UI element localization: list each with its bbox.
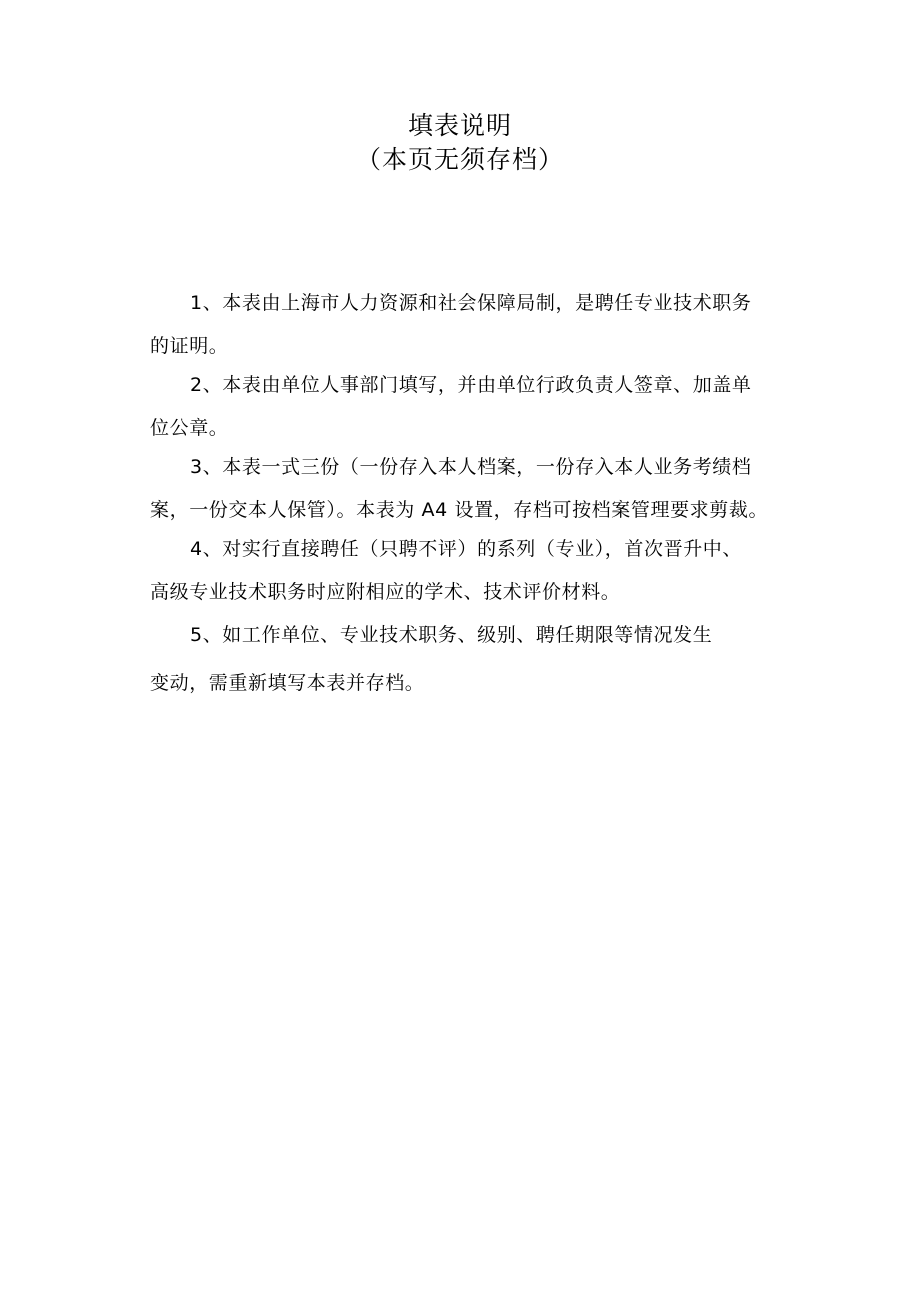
instruction-line: 位公章。 [150, 417, 229, 439]
instruction-item-1 [150, 282, 850, 368]
instruction-line: 5、如工作单位、专业技术职务、级别、聘任期限等情况发生 [190, 624, 713, 646]
instruction-line: 的证明。 [150, 335, 229, 357]
instruction-line: 3、本表一式三份（一份存入本人档案，一份存入本人业务考绩档 [190, 456, 752, 478]
instruction-line: 高级专业技术职务时应附相应的学术、技术评价材料。 [150, 581, 621, 603]
instruction-line: 案，一份交本人保管）。本表为 A4 设置，存档可按档案管理要求剪裁。 [150, 499, 769, 521]
instruction-item-3 [150, 446, 850, 532]
instruction-item-5 [150, 614, 850, 705]
page-subtitle: （本页无须存档） [355, 145, 564, 174]
instruction-item-4 [150, 528, 850, 614]
instruction-line: 4、对实行直接聘任（只聘不评）的系列（专业），首次晋升中、 [190, 538, 742, 560]
instruction-item-2 [150, 364, 850, 450]
instruction-line: 变动，需重新填写本表并存档。 [150, 672, 425, 694]
page-title: 填表说明 [407, 111, 512, 140]
instruction-line: 2、本表由单位人事部门填写，并由单位行政负责人签章、加盖单 [190, 374, 752, 396]
instruction-line: 1、本表由上海市人力资源和社会保障局制，是聘任专业技术职务 [190, 292, 752, 314]
